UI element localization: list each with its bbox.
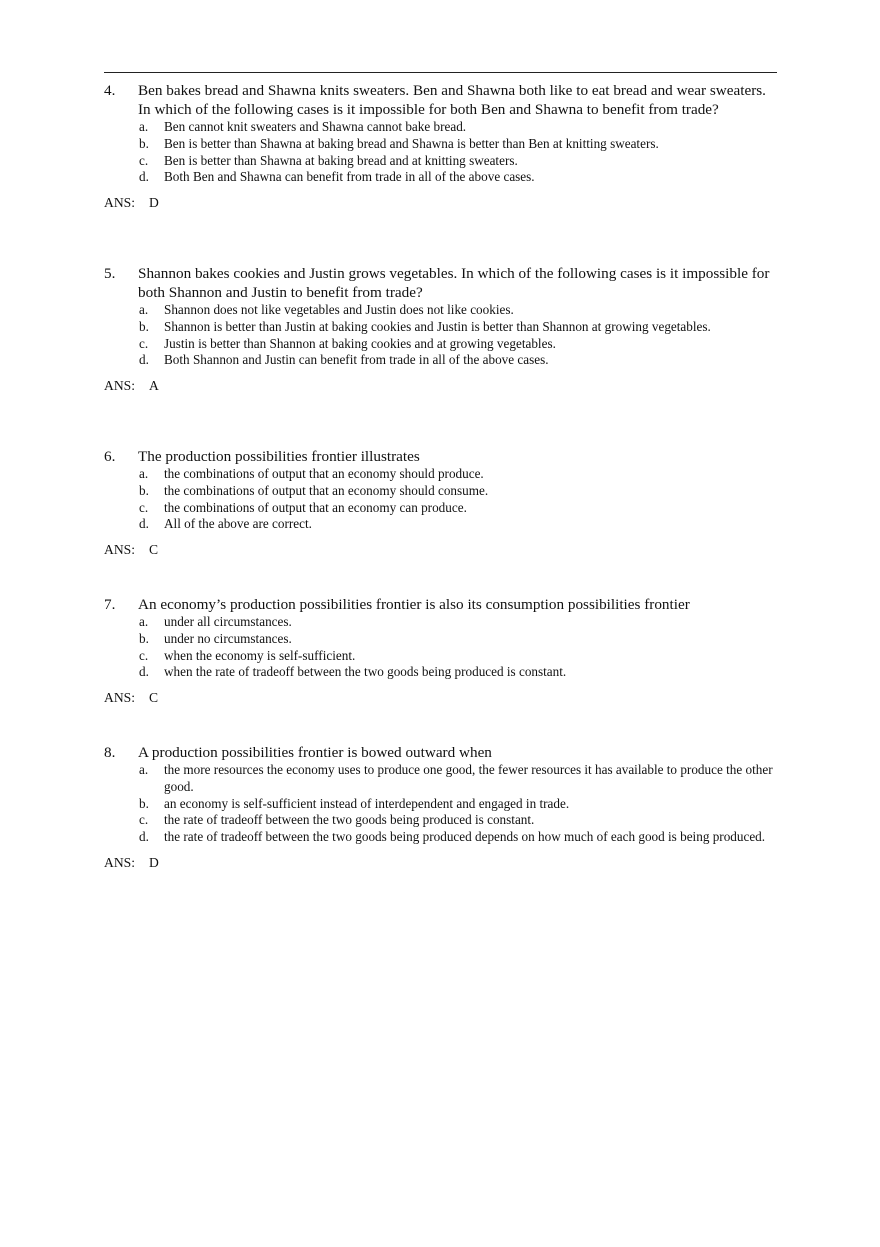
question-number: 6. (104, 448, 116, 465)
options-list (104, 119, 776, 186)
option-text: Ben is better than Shawna at baking bread and Shawna is better than Ben at knitting sweaters. (164, 135, 659, 151)
option-letter: d. (139, 516, 149, 532)
option-letter: c. (139, 335, 149, 351)
option-letter: d. (139, 664, 149, 680)
option-text: Ben is better than Shawna at baking bread and at knitting sweaters. (164, 152, 518, 168)
option-letter: b. (139, 630, 149, 646)
option-letter: a. (139, 466, 149, 481)
question-text: An economy’s production possibilities frontier is also its consumption possibilities frontier (138, 596, 690, 613)
question-text: Shannon bakes cookies and Justin grows vegetables. In which of the following cases is it impossible for both Shannon and Justin to benefit from trade? (138, 265, 770, 301)
option-a (104, 614, 776, 631)
option-c (104, 336, 776, 353)
option-c (104, 648, 776, 665)
answer-label: ANS: (104, 542, 135, 558)
option-letter: a. (139, 302, 149, 317)
option-text: under no circumstances. (164, 630, 292, 646)
answer-value: C (149, 542, 159, 558)
answer-line (104, 689, 776, 706)
option-text: under all circumstances. (164, 614, 292, 629)
option-b (104, 631, 776, 648)
option-text: the more resources the economy uses to produce one good, the fewer resources it has available to produce the other good. (164, 762, 773, 794)
option-d (104, 352, 776, 369)
question-number: 4. (104, 82, 116, 99)
option-letter: a. (139, 762, 149, 777)
option-letter: b. (139, 482, 149, 498)
answer-line (104, 854, 776, 871)
question-stem (104, 743, 776, 762)
question-5 (104, 264, 776, 394)
answer-value: A (149, 378, 159, 394)
option-c (104, 812, 776, 829)
option-text: an economy is self-sufficient instead of interdependent and engaged in trade. (164, 795, 570, 811)
answer-label: ANS: (104, 854, 135, 870)
option-text: Shannon does not like vegetables and Justin does not like cookies. (164, 302, 514, 317)
option-d (104, 516, 776, 533)
option-text: Shannon is better than Justin at baking cookies and Justin is better than Shannon at growing vegetables. (164, 318, 711, 334)
option-a (104, 466, 776, 483)
option-text: the combinations of output that an economy should produce. (164, 466, 484, 481)
option-a (104, 762, 776, 796)
question-number: 5. (104, 265, 116, 282)
answer-value: D (149, 195, 159, 211)
option-text: Ben cannot knit sweaters and Shawna cannot bake bread. (164, 119, 467, 134)
option-c (104, 500, 776, 517)
option-letter: c. (139, 499, 149, 515)
option-d (104, 664, 776, 681)
option-text: when the economy is self-sufficient. (164, 647, 356, 663)
question-stem (104, 447, 776, 466)
answer-line (104, 377, 776, 394)
option-text: the rate of tradeoff between the two goods being produced is constant. (164, 812, 535, 828)
answer-label: ANS: (104, 690, 135, 706)
option-text: when the rate of tradeoff between the two goods being produced is constant. (164, 664, 567, 680)
option-d (104, 169, 776, 186)
answer-label: ANS: (104, 378, 135, 394)
question-stem (104, 595, 776, 614)
option-letter: b. (139, 795, 149, 811)
question-text: A production possibilities frontier is bowed outward when (138, 744, 492, 761)
option-letter: d. (139, 352, 149, 368)
question-7 (104, 595, 776, 706)
option-letter: a. (139, 614, 149, 629)
option-letter: c. (139, 647, 149, 663)
option-text: Both Shannon and Justin can benefit from trade in all of the above cases. (164, 352, 549, 368)
option-text: the combinations of output that an economy should consume. (164, 482, 489, 498)
question-stem (104, 264, 776, 302)
question-number: 8. (104, 744, 116, 761)
options-list (104, 466, 776, 533)
option-b (104, 136, 776, 153)
top-rule (104, 72, 777, 73)
options-list (104, 762, 776, 846)
answer-value: D (149, 854, 159, 870)
option-d (104, 829, 776, 846)
answer-line (104, 194, 776, 211)
options-list (104, 302, 776, 369)
answer-label: ANS: (104, 195, 135, 211)
option-text: the combinations of output that an economy can produce. (164, 499, 467, 515)
option-letter: d. (139, 829, 149, 845)
option-letter: c. (139, 812, 149, 828)
question-6 (104, 447, 776, 558)
option-b (104, 483, 776, 500)
question-stem (104, 81, 776, 119)
option-b (104, 796, 776, 813)
option-letter: d. (139, 169, 149, 185)
option-text: Justin is better than Shannon at baking cookies and at growing vegetables. (164, 335, 556, 351)
option-b (104, 319, 776, 336)
option-text: All of the above are correct. (164, 516, 312, 532)
option-letter: b. (139, 318, 149, 334)
option-letter: a. (139, 119, 149, 134)
question-4 (104, 81, 776, 211)
question-text: The production possibilities frontier illustrates (138, 448, 420, 465)
question-text: Ben bakes bread and Shawna knits sweaters. Ben and Shawna both like to eat bread and wear sweaters. In which of the following cases is it impossible for both Ben and Shawna to benefit from trade? (138, 82, 766, 118)
options-list (104, 614, 776, 681)
option-text: the rate of tradeoff between the two goods being produced depends on how much of each good is being produced. (164, 829, 766, 845)
answer-line (104, 541, 776, 558)
option-letter: b. (139, 135, 149, 151)
option-a (104, 302, 776, 319)
option-a (104, 119, 776, 136)
question-8 (104, 743, 776, 871)
answer-value: C (149, 690, 159, 706)
option-letter: c. (139, 152, 149, 168)
question-number: 7. (104, 596, 116, 613)
option-c (104, 153, 776, 170)
option-text: Both Ben and Shawna can benefit from trade in all of the above cases. (164, 169, 535, 185)
